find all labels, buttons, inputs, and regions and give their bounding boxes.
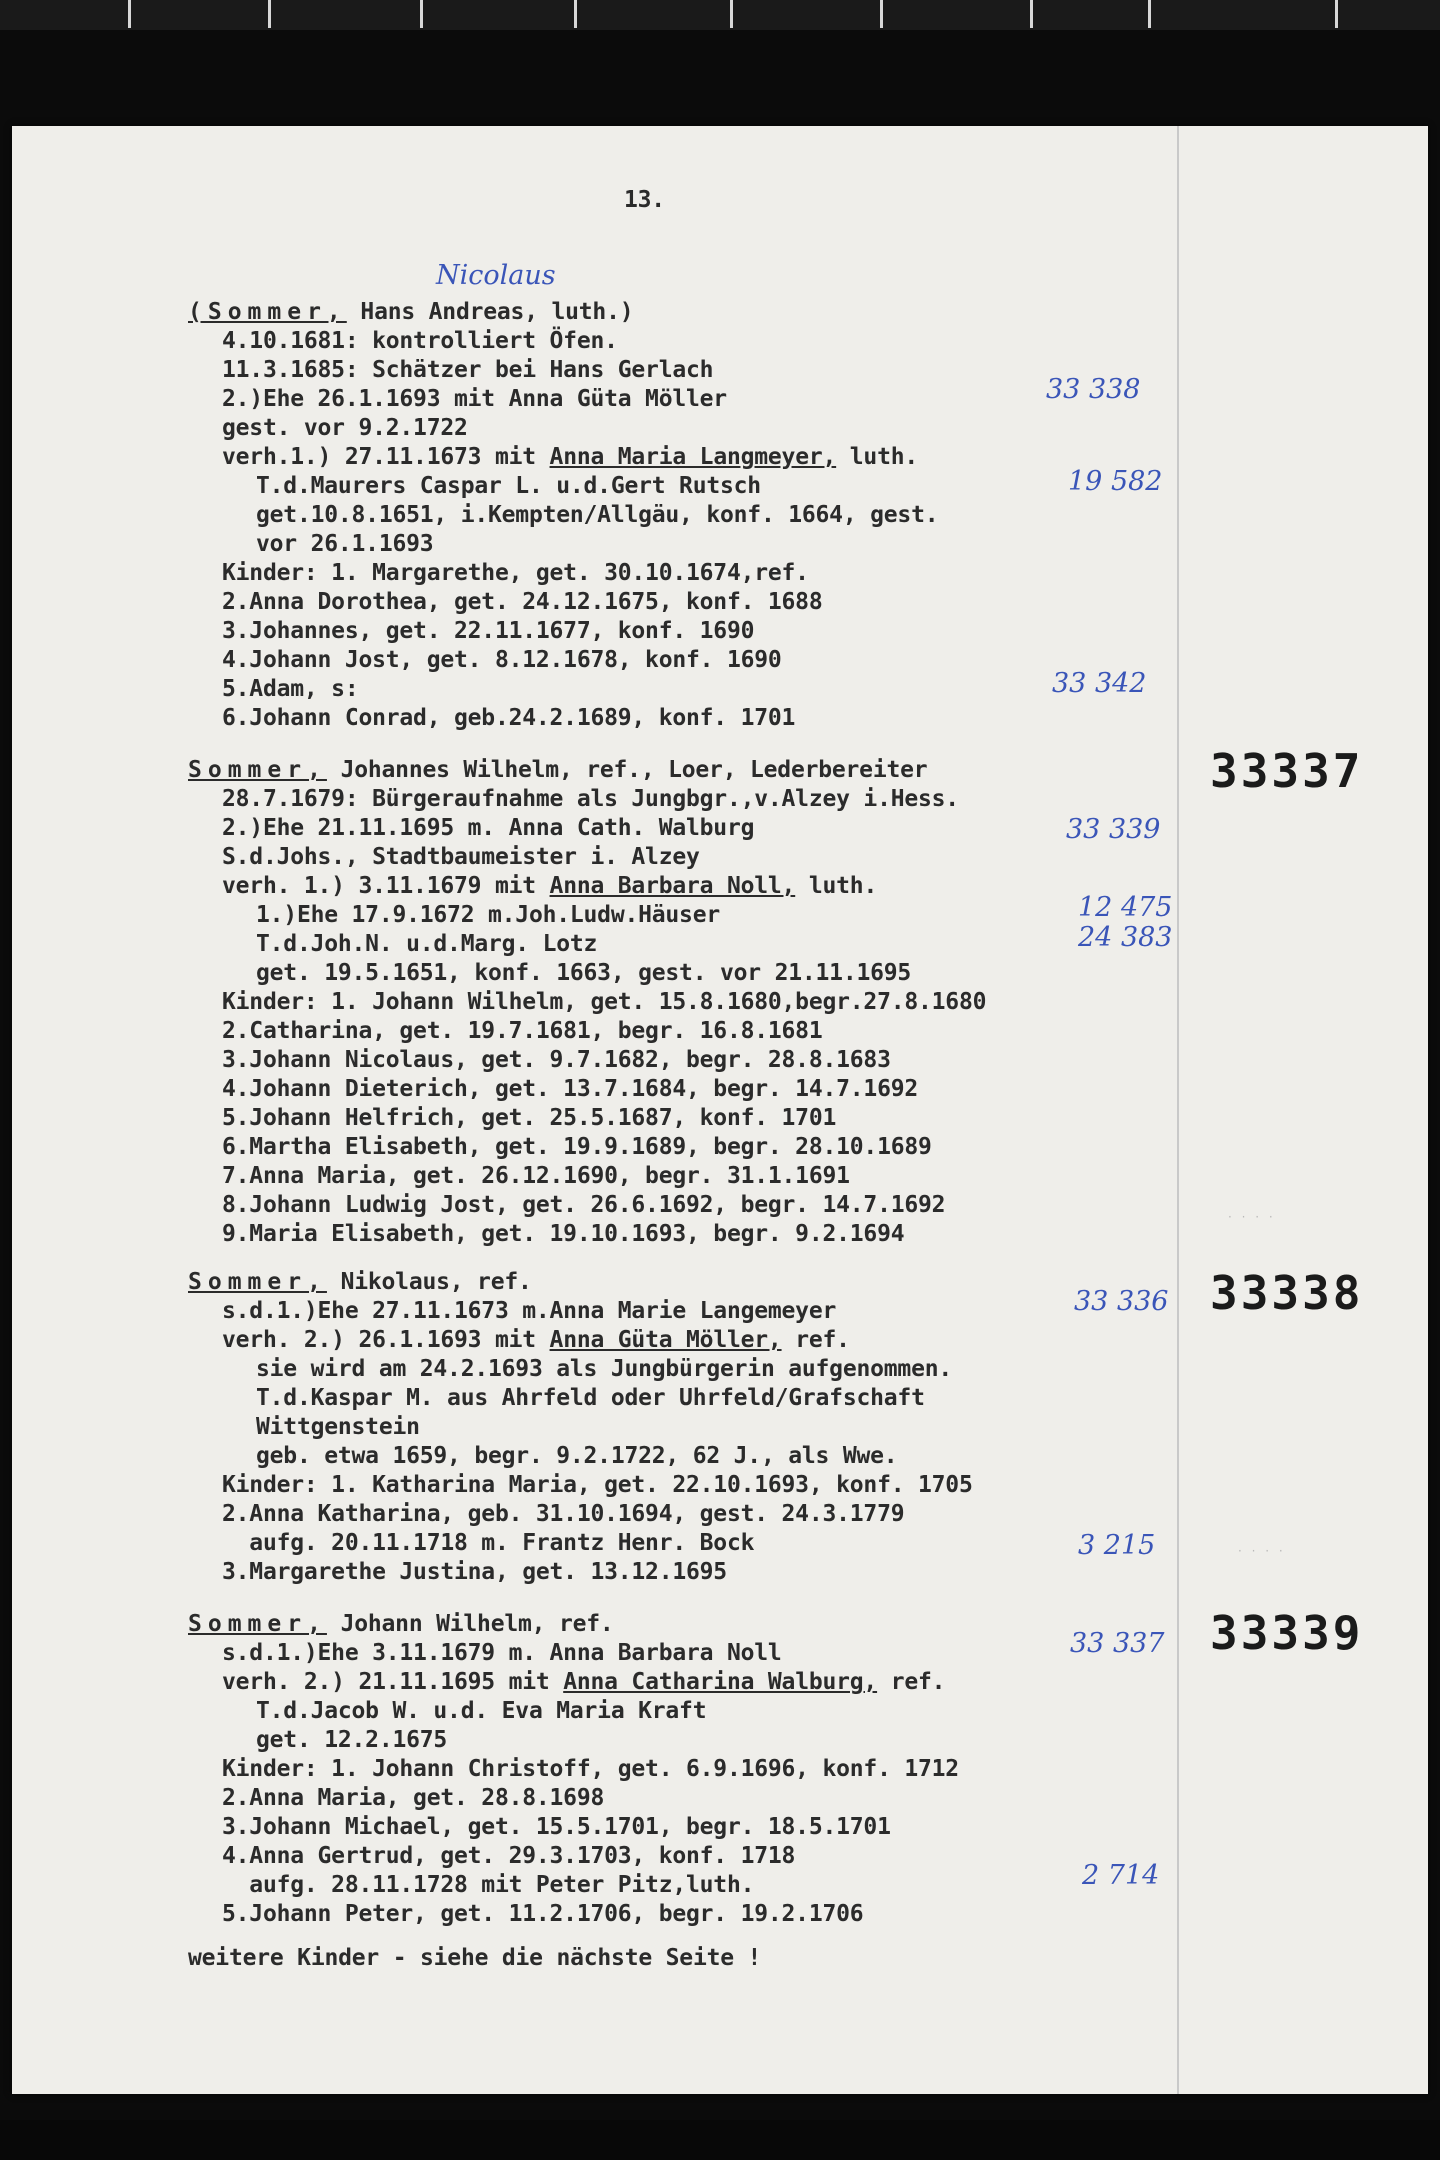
film-tick (268, 0, 271, 28)
surname: Sommer, (188, 1611, 327, 1637)
child-line: 6.Martha Elisabeth, get. 19.9.1689, begr. 28.10.1689 (222, 1134, 932, 1160)
spouse-line: sie wird am 24.2.1693 als Jungbürgerin aufgenommen. (256, 1356, 953, 1382)
child-line: 5.Adam, s: (222, 676, 359, 702)
child-line: Kinder: 1. Johann Wilhelm, get. 15.8.1680,begr.27.8.1680 (222, 989, 987, 1015)
spouse-line: 1.)Ehe 17.9.1672 m.Joh.Ludw.Häuser (256, 902, 721, 928)
marriage-text: verh. 2.) 21.11.1695 mit (222, 1669, 564, 1695)
margin-rule (1177, 126, 1179, 2094)
entry-line: 2.)Ehe 26.1.1693 mit Anna Güta Möller (222, 386, 727, 412)
child-line: 7.Anna Maria, get. 26.12.1690, begr. 31.1.1691 (222, 1163, 850, 1189)
marriage-line (222, 1326, 850, 1355)
spouse-line: T.d.Kaspar M. aus Ahrfeld oder Uhrfeld/Grafschaft (256, 1385, 925, 1411)
handwritten-ref: 33 336 (1074, 1286, 1169, 1317)
child-line: 3.Johannes, get. 22.11.1677, konf. 1690 (222, 618, 755, 644)
child-line: 9.Maria Elisabeth, get. 19.10.1693, begr. 9.2.1694 (222, 1221, 905, 1247)
given-names: Nikolaus, ref. (326, 1269, 532, 1295)
surname: (Sommer, (188, 299, 347, 325)
child-line: aufg. 20.11.1718 m. Frantz Henr. Bock (222, 1530, 755, 1556)
film-strip-bottom (0, 2120, 1440, 2160)
marriage-line (222, 872, 877, 901)
spouse-name: Anna Maria Langmeyer, (549, 444, 837, 470)
entry-heading (188, 756, 927, 785)
entry-heading (188, 1610, 614, 1639)
faint-mark: · · · · (1238, 1544, 1286, 1558)
child-line: 4.Johann Dieterich, get. 13.7.1684, begr. 14.7.1692 (222, 1076, 919, 1102)
entry-line: s.d.1.)Ehe 27.11.1673 m.Anna Marie Langemeyer (222, 1298, 837, 1324)
spouse-line: T.d.Jacob W. u.d. Eva Maria Kraft (256, 1698, 707, 1724)
marriage-text: luth. (836, 444, 919, 470)
spouse-line: get.10.8.1651, i.Kempten/Allgäu, konf. 1664, gest. (256, 502, 939, 528)
page-number: 13. (624, 187, 665, 213)
marriage-text: luth. (795, 873, 878, 899)
handwritten-ref: 2 714 (1082, 1860, 1160, 1891)
entry-number: 33337 (1210, 744, 1364, 798)
surname: Sommer, (188, 757, 327, 783)
child-line: 3.Margarethe Justina, get. 13.12.1695 (222, 1559, 727, 1585)
entry-line: S.d.Johs., Stadtbaumeister i. Alzey (222, 844, 700, 870)
child-line: Kinder: 1. Johann Christoff, get. 6.9.1696, konf. 1712 (222, 1756, 959, 1782)
spouse-line: T.d.Joh.N. u.d.Marg. Lotz (256, 931, 598, 957)
surname: Sommer, (188, 1269, 327, 1295)
entry-line: s.d.1.)Ehe 3.11.1679 m. Anna Barbara Noll (222, 1640, 782, 1666)
handwritten-ref: 33 342 (1052, 668, 1147, 699)
marriage-text: ref. (877, 1669, 946, 1695)
spouse-name: Anna Barbara Noll, (549, 873, 796, 899)
entry-line: 4.10.1681: kontrolliert Öfen. (222, 328, 618, 354)
spouse-line: T.d.Maurers Caspar L. u.d.Gert Rutsch (256, 473, 761, 499)
film-strip-top (0, 0, 1440, 30)
child-line: 5.Johann Peter, get. 11.2.1706, begr. 19.2.1706 (222, 1901, 864, 1927)
entry-number: 33338 (1210, 1266, 1364, 1320)
marriage-line (222, 1668, 945, 1697)
entry-line: 2.)Ehe 21.11.1695 m. Anna Cath. Walburg (222, 815, 755, 841)
child-line: aufg. 28.11.1728 mit Peter Pitz,luth. (222, 1872, 755, 1898)
spouse-line: get. 19.5.1651, konf. 1663, gest. vor 21.11.1695 (256, 960, 912, 986)
handwritten-ref: 33 337 (1070, 1628, 1165, 1659)
entry-heading (188, 1268, 532, 1297)
given-names: Johannes Wilhelm, ref., Loer, Lederbereiter (326, 757, 928, 783)
child-line: 2.Anna Dorothea, get. 24.12.1675, konf. 1688 (222, 589, 823, 615)
spouse-name: Anna Catharina Walburg, (563, 1669, 878, 1695)
child-line: Kinder: 1. Katharina Maria, get. 22.10.1693, konf. 1705 (222, 1472, 973, 1498)
child-line: 3.Johann Michael, get. 15.5.1701, begr. 18.5.1701 (222, 1814, 891, 1840)
entry-line: gest. vor 9.2.1722 (222, 415, 468, 441)
film-tick (880, 0, 883, 28)
film-tick (574, 0, 577, 28)
spouse-line: get. 12.2.1675 (256, 1727, 448, 1753)
film-tick (420, 0, 423, 28)
spouse-name: Anna Güta Möller, (549, 1327, 782, 1353)
continuation-note: weitere Kinder - siehe die nächste Seite ! (188, 1945, 762, 1971)
child-line: 8.Johann Ludwig Jost, get. 26.6.1692, begr. 14.7.1692 (222, 1192, 946, 1218)
given-names: Hans Andreas, luth.) (346, 299, 634, 325)
child-line: 3.Johann Nicolaus, get. 9.7.1682, begr. 28.8.1683 (222, 1047, 891, 1073)
child-line: 2.Anna Katharina, geb. 31.10.1694, gest. 24.3.1779 (222, 1501, 905, 1527)
faint-mark: · · · · (1228, 1210, 1276, 1224)
marriage-text: verh. 1.) 3.11.1679 mit (222, 873, 550, 899)
child-line: 4.Anna Gertrud, get. 29.3.1703, konf. 1718 (222, 1843, 796, 1869)
film-tick (1030, 0, 1033, 28)
document-page (12, 126, 1428, 2094)
given-names: Johann Wilhelm, ref. (326, 1611, 614, 1637)
spouse-line: Wittgenstein (256, 1414, 420, 1440)
entry-heading (188, 298, 633, 327)
child-line: 2.Anna Maria, get. 28.8.1698 (222, 1785, 605, 1811)
handwritten-ref: 3 215 (1078, 1530, 1156, 1561)
marriage-line (222, 443, 918, 472)
child-line: 6.Johann Conrad, geb.24.2.1689, konf. 1701 (222, 705, 796, 731)
handwritten-first-name: Nicolaus (436, 260, 556, 291)
film-tick (1335, 0, 1338, 28)
film-tick (1148, 0, 1151, 28)
spouse-line: vor 26.1.1693 (256, 531, 434, 557)
handwritten-ref: 19 582 (1068, 466, 1163, 497)
spouse-line: geb. etwa 1659, begr. 9.2.1722, 62 J., als Wwe. (256, 1443, 898, 1469)
child-line: 4.Johann Jost, get. 8.12.1678, konf. 1690 (222, 647, 782, 673)
child-line: 5.Johann Helfrich, get. 25.5.1687, konf. 1701 (222, 1105, 837, 1131)
handwritten-ref: 33 339 (1066, 814, 1161, 845)
entry-number: 33339 (1210, 1606, 1364, 1660)
handwritten-ref: 33 338 (1046, 374, 1141, 405)
handwritten-ref: 24 383 (1078, 922, 1173, 953)
marriage-text: ref. (781, 1327, 850, 1353)
film-tick (730, 0, 733, 28)
child-line: 2.Catharina, get. 19.7.1681, begr. 16.8.1681 (222, 1018, 823, 1044)
marriage-text: verh.1.) 27.11.1673 mit (222, 444, 550, 470)
film-tick (128, 0, 131, 28)
entry-line: 28.7.1679: Bürgeraufnahme als Jungbgr.,v.Alzey i.Hess. (222, 786, 959, 812)
entry-line: 11.3.1685: Schätzer bei Hans Gerlach (222, 357, 714, 383)
marriage-text: verh. 2.) 26.1.1693 mit (222, 1327, 550, 1353)
handwritten-ref: 12 475 (1078, 892, 1173, 923)
child-line: Kinder: 1. Margarethe, get. 30.10.1674,ref. (222, 560, 809, 586)
